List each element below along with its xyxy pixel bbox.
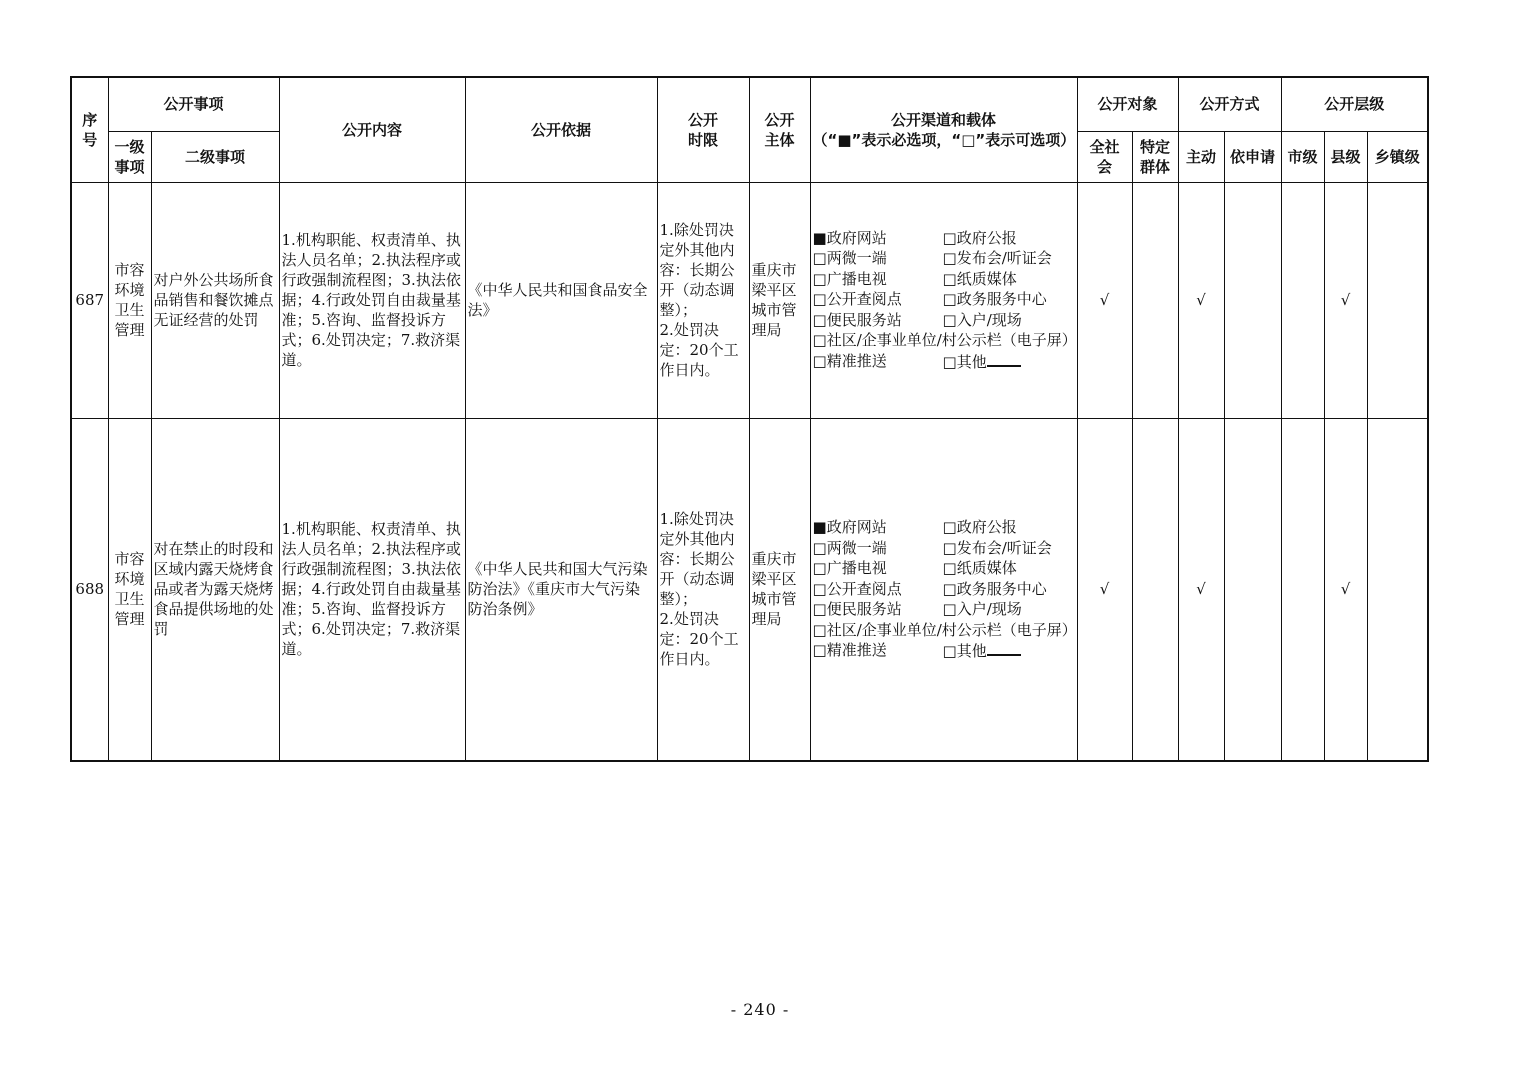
row-level1: 市容环境卫生管理	[108, 182, 151, 418]
row-method-active: √	[1178, 182, 1224, 418]
header-basis: 公开依据	[465, 77, 657, 182]
channel-targeted-push: □精准推送	[812, 641, 887, 659]
disclosure-table	[70, 76, 1429, 762]
row-content: 1.机构职能、权责清单、执法人员名单；2.执法程序或行政强制流程图；3.执法依据；4.行政处罚自由裁量基准；5.咨询、监督投诉方式；6.处罚决定；7.救济渠道。	[279, 182, 465, 418]
channel-service-station: □便民服务站	[812, 310, 902, 329]
row-content: 1.机构职能、权责清单、执法人员名单；2.执法程序或行政强制流程图；3.执法依据；4.行政处罚自由裁量基准；5.咨询、监督投诉方式；6.处罚决定；7.救济渠道。	[279, 418, 465, 761]
header-level-city: 市级	[1281, 131, 1324, 182]
row-object-all: √	[1077, 418, 1132, 761]
row-object-specific	[1132, 182, 1178, 418]
row-time-limit: 1.除处罚决定外其他内容：长期公开（动态调整）； 2.处罚决定：20个工作日内。	[657, 182, 749, 418]
channel-reading-point: □公开查阅点	[812, 579, 902, 598]
header-channel	[810, 77, 1077, 182]
channel-bulletin-board: □社区/企事业单位/村公示栏（电子屏）	[812, 620, 1077, 639]
row-seq: 688	[71, 418, 108, 761]
table-row	[71, 418, 1428, 761]
header-level2: 二级事项	[151, 131, 279, 182]
row-method-active: √	[1178, 418, 1224, 761]
channel-press-hearing: □发布会/听证会	[942, 249, 1052, 268]
channel-broadcast-tv: □广播电视	[812, 559, 887, 577]
channel-other	[943, 351, 1073, 373]
channel-service-center: □政务服务中心	[942, 579, 1047, 598]
channel-press-hearing: □发布会/听证会	[942, 538, 1052, 557]
row-time-limit: 1.除处罚决定外其他内容：长期公开（动态调整）； 2.处罚决定：20个工作日内。	[657, 418, 749, 761]
header-level-county: 县级	[1324, 131, 1367, 182]
table-row	[71, 182, 1428, 418]
row-level-county: √	[1324, 182, 1367, 418]
row-level-town	[1367, 182, 1428, 418]
header-object-all: 全社会	[1077, 131, 1132, 182]
channel-gov-gazette: □政府公报	[942, 228, 1017, 247]
row-level-county: √	[1324, 418, 1367, 761]
channel-service-station: □便民服务站	[812, 600, 902, 618]
channel-on-site: □入户/现场	[942, 310, 1022, 329]
row-level-city	[1281, 182, 1324, 418]
header-method-apply: 依申请	[1224, 131, 1281, 182]
header-method-active: 主动	[1178, 131, 1224, 182]
header-matter-group: 公开事项	[108, 77, 279, 131]
header-level-group: 公开层级	[1281, 77, 1428, 131]
channel-wechat-weibo-app: □两微一端	[812, 249, 887, 268]
row-subject: 重庆市梁平区城市管理局	[749, 418, 810, 761]
row-object-specific	[1132, 418, 1178, 761]
header-subject: 公开主体	[749, 77, 810, 182]
header-object-specific: 特定群体	[1132, 131, 1178, 182]
row-basis: 《中华人民共和国食品安全法》	[465, 182, 657, 418]
channel-other-label: □其他	[942, 642, 987, 660]
row-level1: 市容环境卫生管理	[108, 418, 151, 761]
row-level-town	[1367, 418, 1428, 761]
channel-other-label: □其他	[942, 352, 987, 371]
row-method-apply	[1224, 182, 1281, 418]
header-channel-title: 公开渠道和载体	[891, 110, 997, 129]
header-seq: 序号	[71, 77, 108, 182]
header-level-town: 乡镇级	[1367, 131, 1428, 182]
channel-print-media: □纸质媒体	[942, 269, 1017, 288]
channel-other	[943, 640, 1073, 662]
page-number: - 240 -	[730, 1000, 790, 1019]
row-method-apply	[1224, 418, 1281, 761]
channel-service-center: □政务服务中心	[942, 290, 1047, 309]
header-object-group: 公开对象	[1077, 77, 1178, 131]
channel-targeted-push: □精准推送	[812, 351, 887, 370]
header-time-limit: 公开时限	[657, 77, 749, 182]
channel-reading-point: □公开查阅点	[812, 290, 902, 309]
header-method-group: 公开方式	[1178, 77, 1281, 131]
row-channels	[810, 418, 1077, 761]
row-subject: 重庆市梁平区城市管理局	[749, 182, 810, 418]
row-seq: 687	[71, 182, 108, 418]
header-level1: 一级事项	[108, 131, 151, 182]
header-row-1	[71, 77, 1428, 131]
channel-wechat-weibo-app: □两微一端	[812, 538, 887, 557]
channel-print-media: □纸质媒体	[942, 559, 1017, 577]
channel-gov-website: ■政府网站	[812, 228, 887, 247]
row-level2: 对户外公共场所食品销售和餐饮摊点无证经营的处罚	[151, 182, 279, 418]
row-basis: 《中华人民共和国大气污染防治法》《重庆市大气污染防治条例》	[465, 418, 657, 761]
channel-gov-gazette: □政府公报	[942, 518, 1017, 536]
row-channels	[810, 182, 1077, 418]
channel-broadcast-tv: □广播电视	[812, 269, 887, 288]
header-content: 公开内容	[279, 77, 465, 182]
channel-other-blank	[987, 351, 1021, 367]
channel-on-site: □入户/现场	[942, 600, 1022, 618]
row-level2: 对在禁止的时段和区域内露天烧烤食品或者为露天烧烤食品提供场地的处罚	[151, 418, 279, 761]
channel-other-blank	[987, 640, 1021, 656]
channel-gov-website: ■政府网站	[812, 518, 887, 536]
row-object-all: √	[1077, 182, 1132, 418]
row-level-city	[1281, 418, 1324, 761]
header-channel-note: （“■”表示必选项，“□”表示可选项）	[812, 130, 1076, 149]
channel-bulletin-board: □社区/企事业单位/村公示栏（电子屏）	[812, 331, 1077, 350]
